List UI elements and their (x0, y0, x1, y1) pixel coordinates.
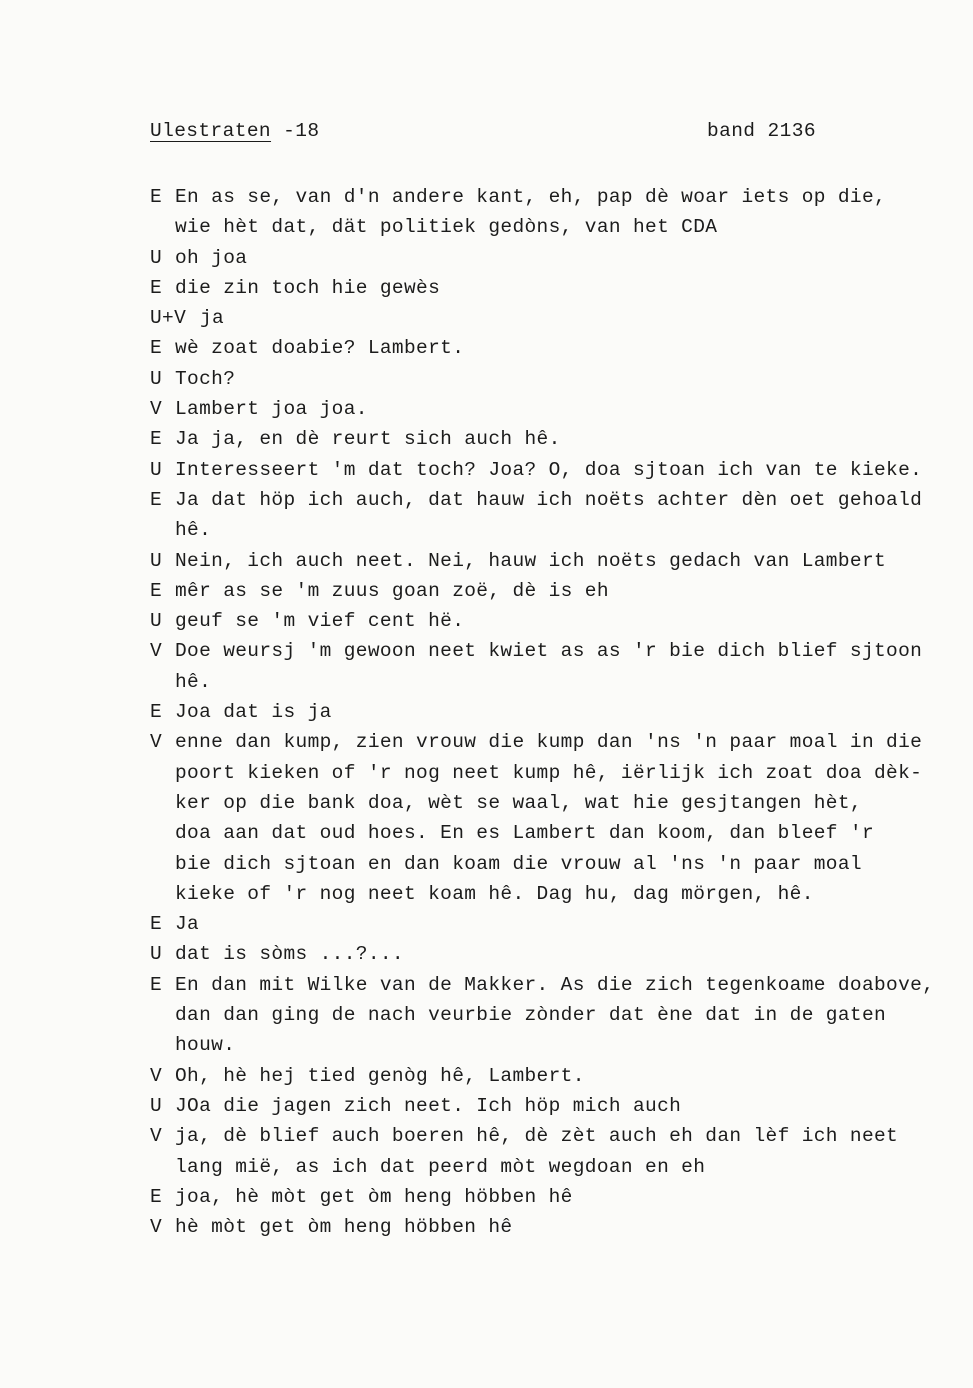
speaker-label: E (150, 579, 163, 602)
speaker-label: V (150, 1216, 163, 1239)
transcript-line (150, 364, 950, 394)
header-place: Ulestraten (150, 120, 272, 142)
line-text: wè zoat doabie? Lambert. (175, 337, 465, 360)
line-text: mêr as se 'm zuus goan zoë, dè is eh (175, 579, 609, 602)
speaker-label: E (150, 337, 163, 360)
line-text: Oh, hè hej tied genòg hê, Lambert. (175, 1064, 585, 1087)
line-text: geuf se 'm vief cent hë. (175, 610, 465, 633)
line-text: ja, dè blief auch boeren hê, dè zèt auch eh dan lèf ich neet (175, 1125, 899, 1148)
line-text: houw. (175, 1034, 236, 1057)
line-text: hê. (175, 670, 212, 693)
transcript-line (150, 576, 950, 606)
line-text: dat is sòms ...?... (175, 943, 404, 966)
line-text: ker op die bank doa, wèt se waal, wat hie gesjtangen hèt, (175, 791, 862, 814)
transcript-line (150, 758, 950, 788)
line-text: Nein, ich auch neet. Nei, hauw ich noëts gedach van Lambert (175, 549, 887, 572)
speaker-label: E (150, 701, 163, 724)
transcript-line (150, 485, 950, 515)
line-text: JOa die jagen zich neet. Ich höp mich auch (175, 1094, 682, 1117)
speaker-label: V (150, 398, 163, 421)
line-text: joa, hè mòt get òm heng höbben hê (175, 1185, 573, 1208)
speaker-label: U (150, 610, 163, 633)
line-text: hè mòt get òm heng höbben hê (175, 1216, 513, 1239)
speaker-label: U (150, 549, 163, 572)
speaker-label: E (150, 1185, 163, 1208)
line-text: Ja (175, 913, 200, 936)
transcript-line (150, 182, 950, 212)
header-title (150, 120, 319, 142)
transcript-line (150, 273, 950, 303)
line-text: En as se, van d'n andere kant, eh, pap dè woar iets op die, (175, 186, 887, 208)
line-text: wie hèt dat, dät politiek gedòns, van het CDA (175, 216, 718, 239)
transcript-line (150, 818, 950, 848)
line-text: Lambert joa joa. (175, 398, 368, 421)
speaker-label: V (150, 640, 163, 663)
transcript-line (150, 546, 950, 576)
speaker-label: E (150, 186, 163, 208)
transcript-line (150, 333, 950, 363)
speaker-label: V (150, 731, 163, 754)
line-text: Interesseert 'm dat toch? Joa? O, doa sjtoan ich van te kieke. (175, 458, 923, 481)
line-text: dan dan ging de nach veurbie zònder dat ène dat in de gaten (175, 1004, 887, 1027)
line-text: doa aan dat oud hoes. En es Lambert dan koom, dan bleef 'r (175, 822, 875, 845)
speaker-label: E (150, 913, 163, 936)
line-text: enne dan kump, zien vrouw die kump dan 'ns 'n paar moal in die (175, 731, 923, 754)
transcript-line (150, 455, 950, 485)
transcript-line (150, 1182, 950, 1212)
transcript-line (150, 667, 950, 697)
transcript-line (150, 515, 950, 545)
transcript-line (150, 879, 950, 909)
transcript-line (150, 1061, 950, 1091)
speaker-label: E (150, 488, 163, 511)
transcript-line (150, 636, 950, 666)
transcript-body (150, 182, 950, 1242)
speaker-label: U (150, 246, 163, 269)
speaker-label: V (150, 1125, 163, 1148)
line-text: Ja ja, en dè reurt sich auch hê. (175, 428, 561, 451)
header-page-number: -18 (271, 120, 320, 142)
transcript-line (150, 697, 950, 727)
speaker-label: U+V (150, 307, 187, 330)
transcript-line (150, 243, 950, 273)
speaker-label: U (150, 1094, 163, 1117)
line-text: poort kieken of 'r nog neet kump hê, iërlijk ich zoat doa dèk- (175, 761, 923, 784)
transcript-line (150, 849, 950, 879)
transcript-line (150, 212, 950, 242)
speaker-label: E (150, 973, 163, 996)
line-text: Joa dat is ja (175, 701, 332, 724)
transcript-line (150, 1091, 950, 1121)
transcript-line (150, 788, 950, 818)
speaker-label: E (150, 276, 163, 299)
transcript-line (150, 1121, 950, 1151)
speaker-label: U (150, 943, 163, 966)
speaker-label: U (150, 367, 163, 390)
transcript-line (150, 606, 950, 636)
transcript-line (150, 1212, 950, 1242)
transcript-line (150, 1000, 950, 1030)
header-band: band 2136 (707, 120, 816, 142)
speaker-label: E (150, 428, 163, 451)
speaker-label: U (150, 458, 163, 481)
page-header (150, 120, 823, 150)
transcript-line (150, 1030, 950, 1060)
transcript-line (150, 727, 950, 757)
line-text: Ja dat höp ich auch, dat hauw ich noëts achter dèn oet gehoald (175, 488, 923, 511)
transcript-line (150, 939, 950, 969)
line-text: Toch? (175, 367, 236, 390)
transcript-line (150, 909, 950, 939)
line-text: kieke of 'r nog neet koam hê. Dag hu, dag mörgen, hê. (175, 882, 814, 905)
line-text: Doe weursj 'm gewoon neet kwiet as as 'r bie dich blief sjtoon (175, 640, 923, 663)
transcript-line (150, 394, 950, 424)
line-text: oh joa (175, 246, 248, 269)
transcript-line (150, 303, 950, 333)
speaker-label: V (150, 1064, 163, 1087)
transcript-line (150, 970, 950, 1000)
line-text: die zin toch hie gewès (175, 276, 441, 299)
transcript-line (150, 1152, 950, 1182)
line-text: hê. (175, 519, 212, 542)
line-text: lang mië, as ich dat peerd mòt wegdoan en eh (175, 1155, 706, 1178)
line-text: En dan mit Wilke van de Makker. As die zich tegenkoame doabove, (175, 973, 935, 996)
line-text: ja (200, 307, 225, 330)
line-text: bie dich sjtoan en dan koam die vrouw al 'ns 'n paar moal (175, 852, 862, 875)
transcript-line (150, 424, 950, 454)
